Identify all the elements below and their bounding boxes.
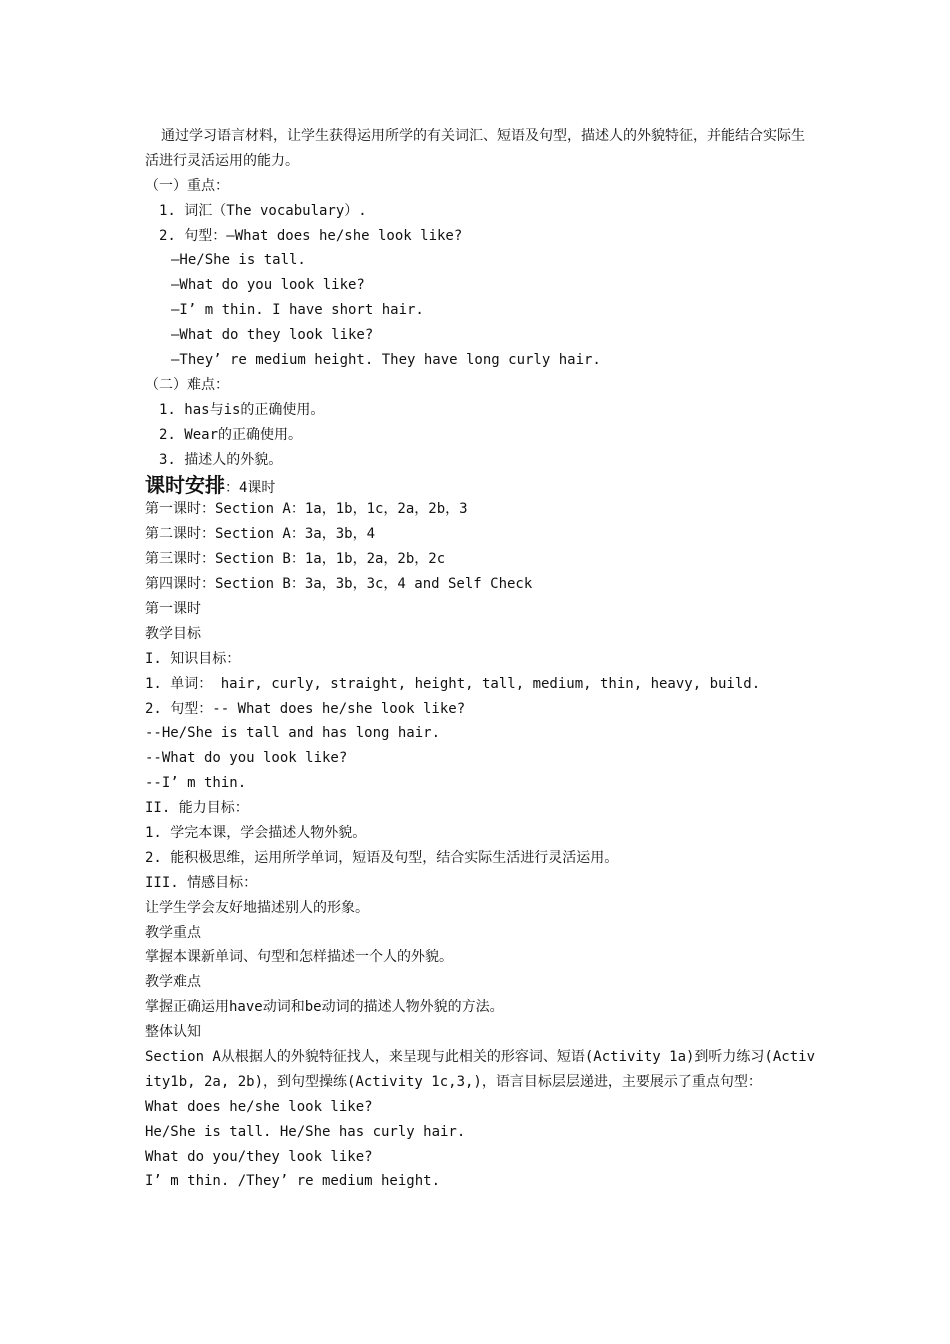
- schedule-suffix: ：4课时: [225, 479, 276, 496]
- teaching-key-heading: 教学重点: [145, 924, 201, 941]
- overview-paragraph: Section A从根据人的外貌特征找人，来呈现与此相关的形容词、短语(Activity 1a)到听力练习(Activity1b, 2a, 2b)，到句型操练(Activity 1c,3,)，语言目标层层递进，主要展示了重点句型：: [145, 1048, 816, 1090]
- dialog-line: —What do they look like?: [171, 327, 374, 344]
- schedule-lesson: 第一课时：Section A：1a，1b，1c，2a，2b，3: [145, 501, 468, 518]
- dialog-line: —They’ re medium height. They have long curly hair.: [171, 352, 601, 369]
- difficult-point-item: 1. has与is的正确使用。: [159, 401, 325, 418]
- example-sentence: I’ m thin. /They’ re medium height.: [145, 1173, 441, 1190]
- knowledge-goal-heading: I. 知识目标：: [145, 650, 241, 667]
- example-sentence: What do you/they look like?: [145, 1148, 373, 1165]
- emotion-goal-heading: III. 情感目标：: [145, 874, 258, 891]
- difficult-points-heading: （二）难点：: [145, 376, 229, 393]
- key-points-heading: （一）重点：: [145, 177, 229, 194]
- ability-goal-heading: II. 能力目标：: [145, 800, 249, 817]
- difficult-point-item: 3. 描述人的外貌。: [159, 451, 283, 468]
- teaching-key-text: 掌握本课新单词、句型和怎样描述一个人的外貌。: [145, 949, 453, 966]
- schedule-lesson: 第二课时：Section A：3a，3b，4: [145, 526, 376, 543]
- vocabulary-words: 1. 单词： hair, curly, straight, height, tall, medium, thin, heavy, build.: [145, 675, 761, 692]
- key-point-sentences: 2. 句型：—What does he/she look like?: [159, 227, 463, 244]
- teaching-goal-heading: 教学目标: [145, 625, 201, 642]
- dialog-line: —He/She is tall.: [171, 252, 306, 269]
- difficult-point-item: 2. Wear的正确使用。: [159, 426, 303, 443]
- key-point-vocabulary: 1. 词汇（The vocabulary）.: [159, 202, 367, 219]
- sentence-patterns: 2. 句型：-- What does he/she look like?: [145, 700, 466, 717]
- ability-goal-item: 1. 学完本课，学会描述人物外貌。: [145, 824, 367, 841]
- dialog-line: --I’ m thin.: [145, 775, 247, 792]
- example-sentence: What does he/she look like?: [145, 1098, 373, 1115]
- dialog-line: --He/She is tall and has long hair.: [145, 725, 441, 742]
- dialog-line: —What do you look like?: [171, 277, 365, 294]
- teaching-difficulty-heading: 教学难点: [145, 974, 201, 991]
- overview-heading: 整体认知: [145, 1024, 201, 1041]
- dialog-line: --What do you look like?: [145, 750, 348, 767]
- dialog-line: —I’ m thin. I have short hair.: [171, 302, 424, 319]
- example-sentence: He/She is tall. He/She has curly hair.: [145, 1123, 466, 1140]
- schedule-lesson: 第三课时：Section B：1a，1b，2a，2b，2c: [145, 551, 446, 568]
- schedule-title: 课时安排: [145, 472, 225, 497]
- schedule-lesson: 第四课时：Section B：3a，3b，3c，4 and Self Check: [145, 576, 533, 593]
- intro-paragraph: 通过学习语言材料，让学生获得运用所学的有关词汇、短语及句型，描述人的外貌特征，并能结合实际生活进行灵活运用的能力。: [145, 128, 805, 169]
- document-page: [145, 124, 815, 1194]
- ability-goal-item: 2. 能积极思维，运用所学单词，短语及句型，结合实际生活进行灵活运用。: [145, 849, 619, 866]
- teaching-difficulty-text: 掌握正确运用have动词和be动词的描述人物外貌的方法。: [145, 999, 504, 1016]
- schedule-heading: [145, 473, 815, 498]
- emotion-goal-text: 让学生学会友好地描述别人的形象。: [145, 899, 369, 916]
- lesson1-title: 第一课时: [145, 600, 201, 617]
